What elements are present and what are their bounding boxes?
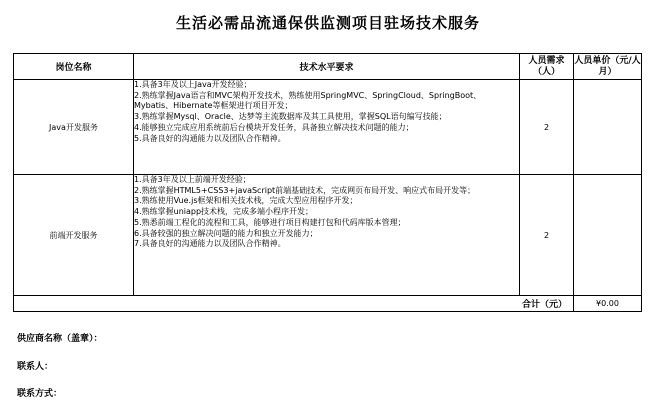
total-row (14, 296, 642, 312)
requirement-line: 6.具备较强的独立解决问题的能力和独立开发能力； (134, 228, 318, 238)
requirement-line: 3.熟练掌握Mysql、Oracle、达梦等主流数据库及其工具使用，掌握SQL语句编写技能； (134, 112, 447, 122)
supplier-name-label: 供应商名称（盖章）： (17, 334, 103, 344)
page-title: 生活必需品流通保供监测项目驻场技术服务 (175, 14, 480, 32)
header-unit-price: 人员单价（元/人月） (574, 54, 642, 80)
table-row (14, 175, 642, 296)
table-header-row (14, 54, 642, 80)
requirement-line: 2.熟练掌握HTML5+CSS3+javaScript前端基础技术，完成网页布局开发、响应式布局开发等； (134, 185, 476, 195)
requirement-line: 1.具备3年及以上前端开发经验； (134, 175, 251, 184)
service-table (13, 53, 642, 312)
headcount-cell: 2 (520, 80, 574, 175)
requirement-line: 4.熟练掌握uniapp技术栈，完成多端小程序开发； (134, 207, 314, 217)
requirements-cell (134, 80, 520, 175)
contact-person-label: 联系人： (17, 362, 54, 372)
contact-method-label: 联系方式： (17, 389, 63, 399)
requirement-line: 5.熟悉前端工程化的流程和工具，能够进行项目构建打包和代码库版本管理； (134, 217, 406, 227)
unit-price-cell[interactable] (574, 80, 642, 175)
requirements-cell (134, 175, 520, 296)
requirement-line: 1.具备3年及以上Java开发经验； (134, 80, 252, 89)
requirement-line: 5.具备良好的沟通能力以及团队合作精神。 (134, 133, 286, 143)
position-cell: Java开发服务 (14, 80, 134, 175)
header-position: 岗位名称 (14, 54, 134, 80)
requirement-line: 2.熟练掌握Java语言和MVC架构开发技术，熟练使用SpringMVC、SpringCloud、SpringBoot、Mybatis、Hibernate等框架进行项目开发； (134, 90, 482, 111)
headcount-cell: 2 (520, 175, 574, 296)
requirement-line: 7.具备良好的沟通能力以及团队合作精神。 (134, 239, 286, 249)
position-cell: 前端开发服务 (14, 175, 134, 296)
total-label: 合计（元） (14, 296, 574, 312)
table-row (14, 80, 642, 175)
total-value: ¥0.00 (574, 296, 642, 312)
requirement-line: 3.熟练使用Vue.js框架和相关技术栈，完成大型应用程序开发； (134, 196, 358, 206)
header-requirements: 技术水平要求 (134, 54, 520, 80)
requirement-line: 4.能够独立完成应用系统前后台模块开发任务，具备独立解决技术问题的能力； (134, 122, 414, 132)
unit-price-cell[interactable] (574, 175, 642, 296)
header-headcount: 人员需求（人） (520, 54, 574, 80)
